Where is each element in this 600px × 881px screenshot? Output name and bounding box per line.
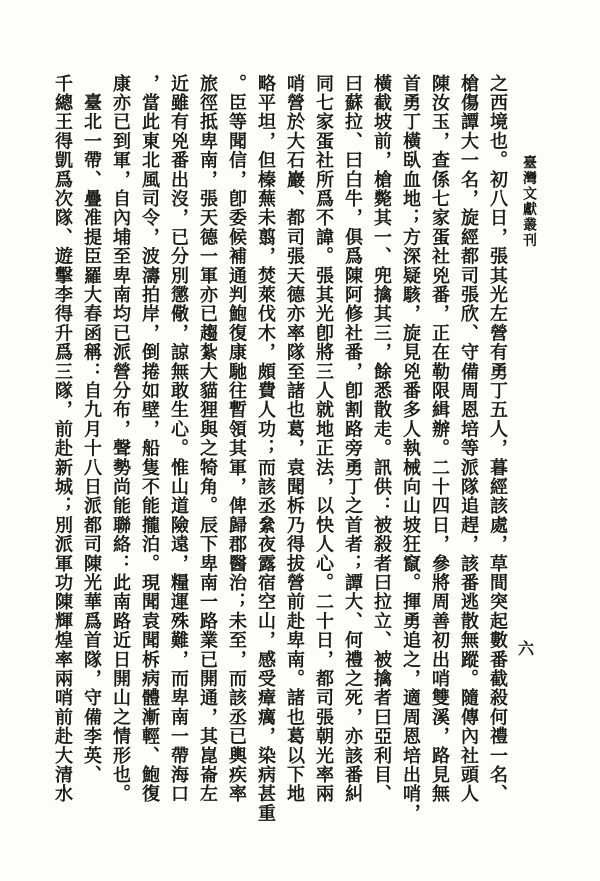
text-column: 康亦已到軍，自內埔至卑南均已派營分布，聲勢尚能聯絡：此南路近日開山之情形也。 (111, 74, 131, 804)
text-column: 槍傷譚大一名，旋經都司張欣、守備周恩培等派隊追趕，該番逃散無蹤。隨傳內社頭人 (459, 74, 479, 804)
text-column: ，當此東北風司令，波濤拍岸，倒捲如壁，船隻不能攏泊。現聞袁聞柝病體漸輕、鮑復 (140, 74, 160, 804)
text-column: 近雖有兇番出沒，已分別懲儆，諒無敢生心。惟山道險遠，糧運殊難，而卑南一帶海口 (169, 74, 189, 804)
page-margin (512, 0, 542, 881)
text-block (48, 74, 512, 834)
page-number: 六 (518, 641, 535, 658)
text-column: 首勇丁橫臥血地；方深疑駭，旋見兇番多人執械向山坡狂竄。揮勇追之，適周恩培出哨， (401, 74, 421, 823)
series-title: 臺灣文獻叢刊 (521, 155, 536, 248)
text-column: 千總王得凱爲次隊、遊擊李得升爲三隊，前赴新城；別派軍功陳輝煌率兩哨前赴大清水 (53, 74, 73, 804)
text-column: 哨營於大石巖、都司張天德亦率隊至諸也葛，袁聞柝乃得拔營前赴卑南。諸也葛以下地 (285, 74, 305, 804)
text-column: 臺北一帶、疊准提臣羅大春函稱：自九月十八日派都司陳光華爲首隊，守備李英、 (82, 74, 102, 785)
text-column: 之西境也。初八日，張其光左營有勇丁五人，暮經該處，草間突起數番截殺何禮一名、 (488, 74, 508, 804)
text-column: 旅徑抵卑南，張天德一軍亦已趨紮大貓狸與之犄角。辰下卑南一路業已開通，其崑崙左 (198, 74, 218, 804)
text-column: 略平坦，但榛蕪未翦，焚萊伐木，頗費人功；而該丞絫夜露宿空山，感受瘴癘，染病甚重 (256, 74, 276, 823)
text-column: 橫截坡前，槍斃其一、兜擒其三，餘悉散走。訊供：被殺者曰拉立、被擒者曰亞利目、 (372, 74, 392, 804)
text-column: 同七家蛋社所爲不諱。張其光卽將三人就地正法，以快人心。二十日，都司張朝光率兩 (314, 74, 334, 804)
text-column: 陳汝玉，查係七家蛋社兇番，正在勒限緝辦。二十四日，參將周善初出哨雙溪，路見無 (430, 74, 450, 804)
text-column: 。臣等聞信，卽委候補通判鮑復康馳往暫領其軍，俾歸郡醫治；未至，而該丞已輿疾率 (227, 74, 247, 804)
text-column: 曰蘇拉、曰白牛，俱爲陳阿修社番，卽割路旁勇丁之首者；譚大、何禮之死，亦該番糾 (343, 74, 363, 804)
